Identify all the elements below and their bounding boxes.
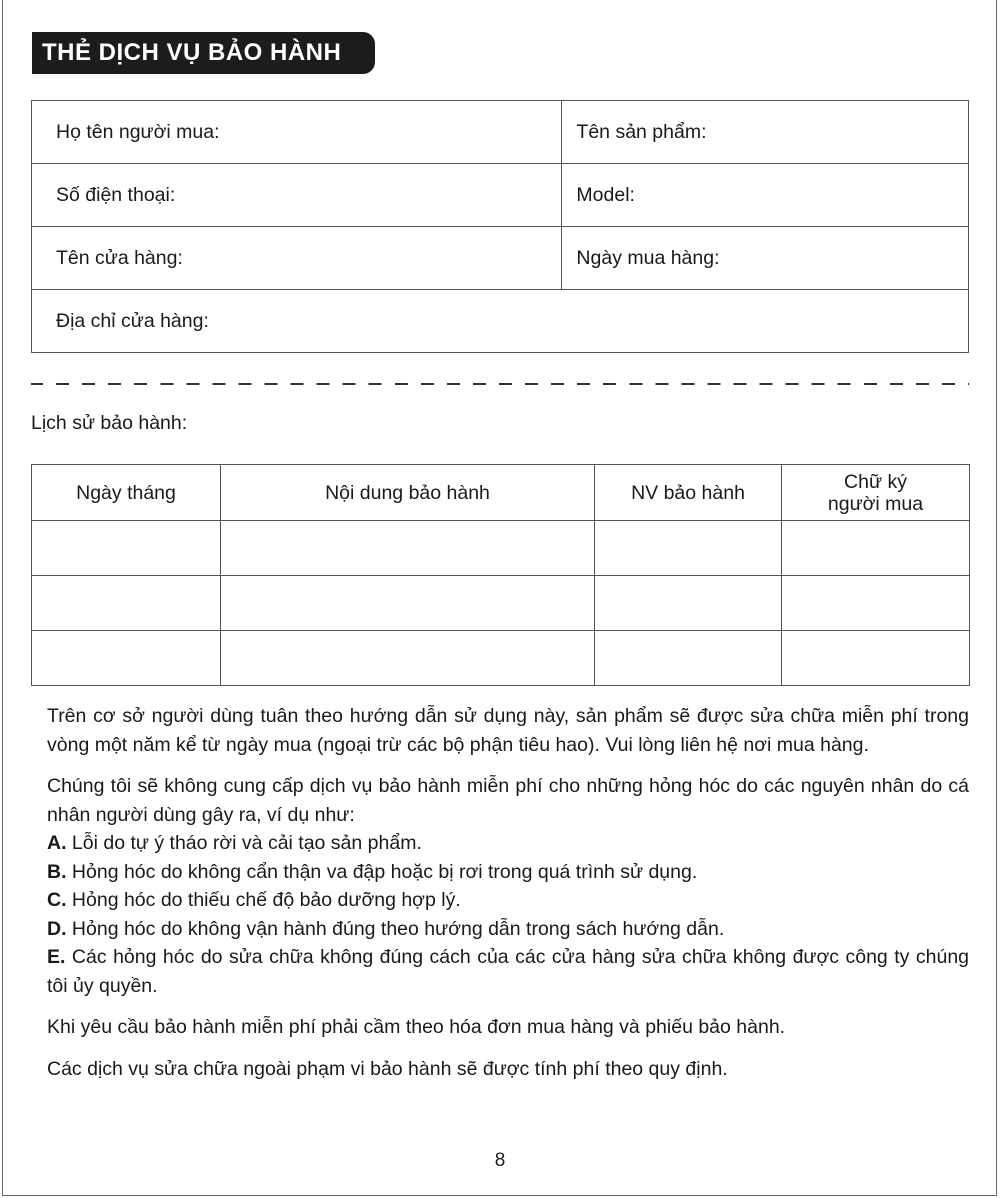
store-address-field[interactable]: Địa chỉ cửa hàng: <box>32 290 969 353</box>
table-row <box>32 521 970 576</box>
header-signature <box>782 465 970 521</box>
buyer-name-field[interactable]: Họ tên người mua: <box>32 101 562 164</box>
terms-paragraph-4: Các dịch vụ sửa chữa ngoài phạm vi bảo hành sẽ được tính phí theo quy định. <box>47 1057 728 1080</box>
cell-content[interactable] <box>221 576 595 631</box>
cut-line-divider <box>31 383 969 385</box>
cell-content[interactable] <box>221 631 595 686</box>
header-signature-line1: Chữ ký <box>844 470 907 493</box>
header-date: Ngày tháng <box>32 465 221 521</box>
page-number: 8 <box>494 1150 506 1171</box>
model-field[interactable]: Model: <box>562 164 969 227</box>
item-text: Các hỏng hóc do sửa chữa không đúng cách của các cửa hàng sửa chữa không được công ty chúng tôi ủy quyền. <box>47 946 970 997</box>
cell-signature[interactable] <box>782 521 970 576</box>
customer-info-table <box>31 100 969 353</box>
card-title: THẺ DỊCH VỤ BẢO HÀNH <box>32 32 375 74</box>
cell-date[interactable] <box>32 521 221 576</box>
item-text: Hỏng hóc do không vận hành đúng theo hướng dẫn trong sách hướng dẫn. <box>71 917 725 940</box>
table-header-row <box>32 465 970 521</box>
header-staff: NV bảo hành <box>595 465 782 521</box>
terms-paragraph-1: Trên cơ sở người dùng tuân theo hướng dẫn sử dụng này, sản phẩm sẽ được sửa chữa miễn phí trong vòng một năm kể từ ngày mua (ngoại trừ các bộ phận tiêu hao). Vui lòng liên hệ nơi mua hàng. <box>47 705 969 756</box>
cell-staff[interactable] <box>595 521 782 576</box>
purchase-date-field[interactable]: Ngày mua hàng: <box>562 227 969 290</box>
terms-paragraph-2: Chúng tôi sẽ không cung cấp dịch vụ bảo hành miễn phí cho những hỏng hóc do các nguyên nhân do cá nhân người dùng gây ra, ví dụ như: <box>47 775 969 826</box>
cell-signature[interactable] <box>782 576 970 631</box>
item-letter: C. <box>47 889 67 911</box>
item-letter: B. <box>47 860 67 883</box>
info-row <box>32 101 969 164</box>
warranty-history-table <box>31 464 970 686</box>
cell-signature[interactable] <box>782 631 970 686</box>
item-letter: D. <box>47 917 67 940</box>
table-row <box>32 631 970 686</box>
terms-paragraph-3: Khi yêu cầu bảo hành miễn phí phải cầm theo hóa đơn mua hàng và phiếu bảo hành. <box>47 1016 786 1038</box>
info-row <box>32 227 969 290</box>
item-letter: E. <box>47 946 66 968</box>
cell-staff[interactable] <box>595 576 782 631</box>
phone-field[interactable]: Số điện thoại: <box>32 164 562 227</box>
product-name-field[interactable]: Tên sản phẩm: <box>562 101 969 164</box>
exclusion-item-c <box>47 886 969 915</box>
info-row <box>32 164 969 227</box>
exclusion-item-e <box>47 943 969 1000</box>
table-row <box>32 576 970 631</box>
history-label: Lịch sử bảo hành: <box>31 412 188 434</box>
cell-staff[interactable] <box>595 631 782 686</box>
exclusion-item-d <box>47 915 969 944</box>
exclusion-item-a <box>47 829 969 858</box>
warranty-terms <box>47 702 969 1096</box>
exclusion-item-b <box>47 858 969 887</box>
header-signature-line2: người mua <box>827 492 924 515</box>
item-text: Hỏng hóc do không cẩn thận va đập hoặc bị rơi trong quá trình sử dụng. <box>71 860 698 883</box>
header-content: Nội dung bảo hành <box>221 465 595 521</box>
cell-date[interactable] <box>32 631 221 686</box>
store-name-field[interactable]: Tên cửa hàng: <box>32 227 562 290</box>
cell-date[interactable] <box>32 576 221 631</box>
cell-content[interactable] <box>221 521 595 576</box>
item-text: Lỗi do tự ý tháo rời và cải tạo sản phẩm. <box>71 832 422 854</box>
info-row <box>32 290 969 353</box>
item-text: Hỏng hóc do thiếu chế độ bảo dưỡng hợp lý. <box>71 889 461 911</box>
item-letter: A. <box>47 832 67 854</box>
